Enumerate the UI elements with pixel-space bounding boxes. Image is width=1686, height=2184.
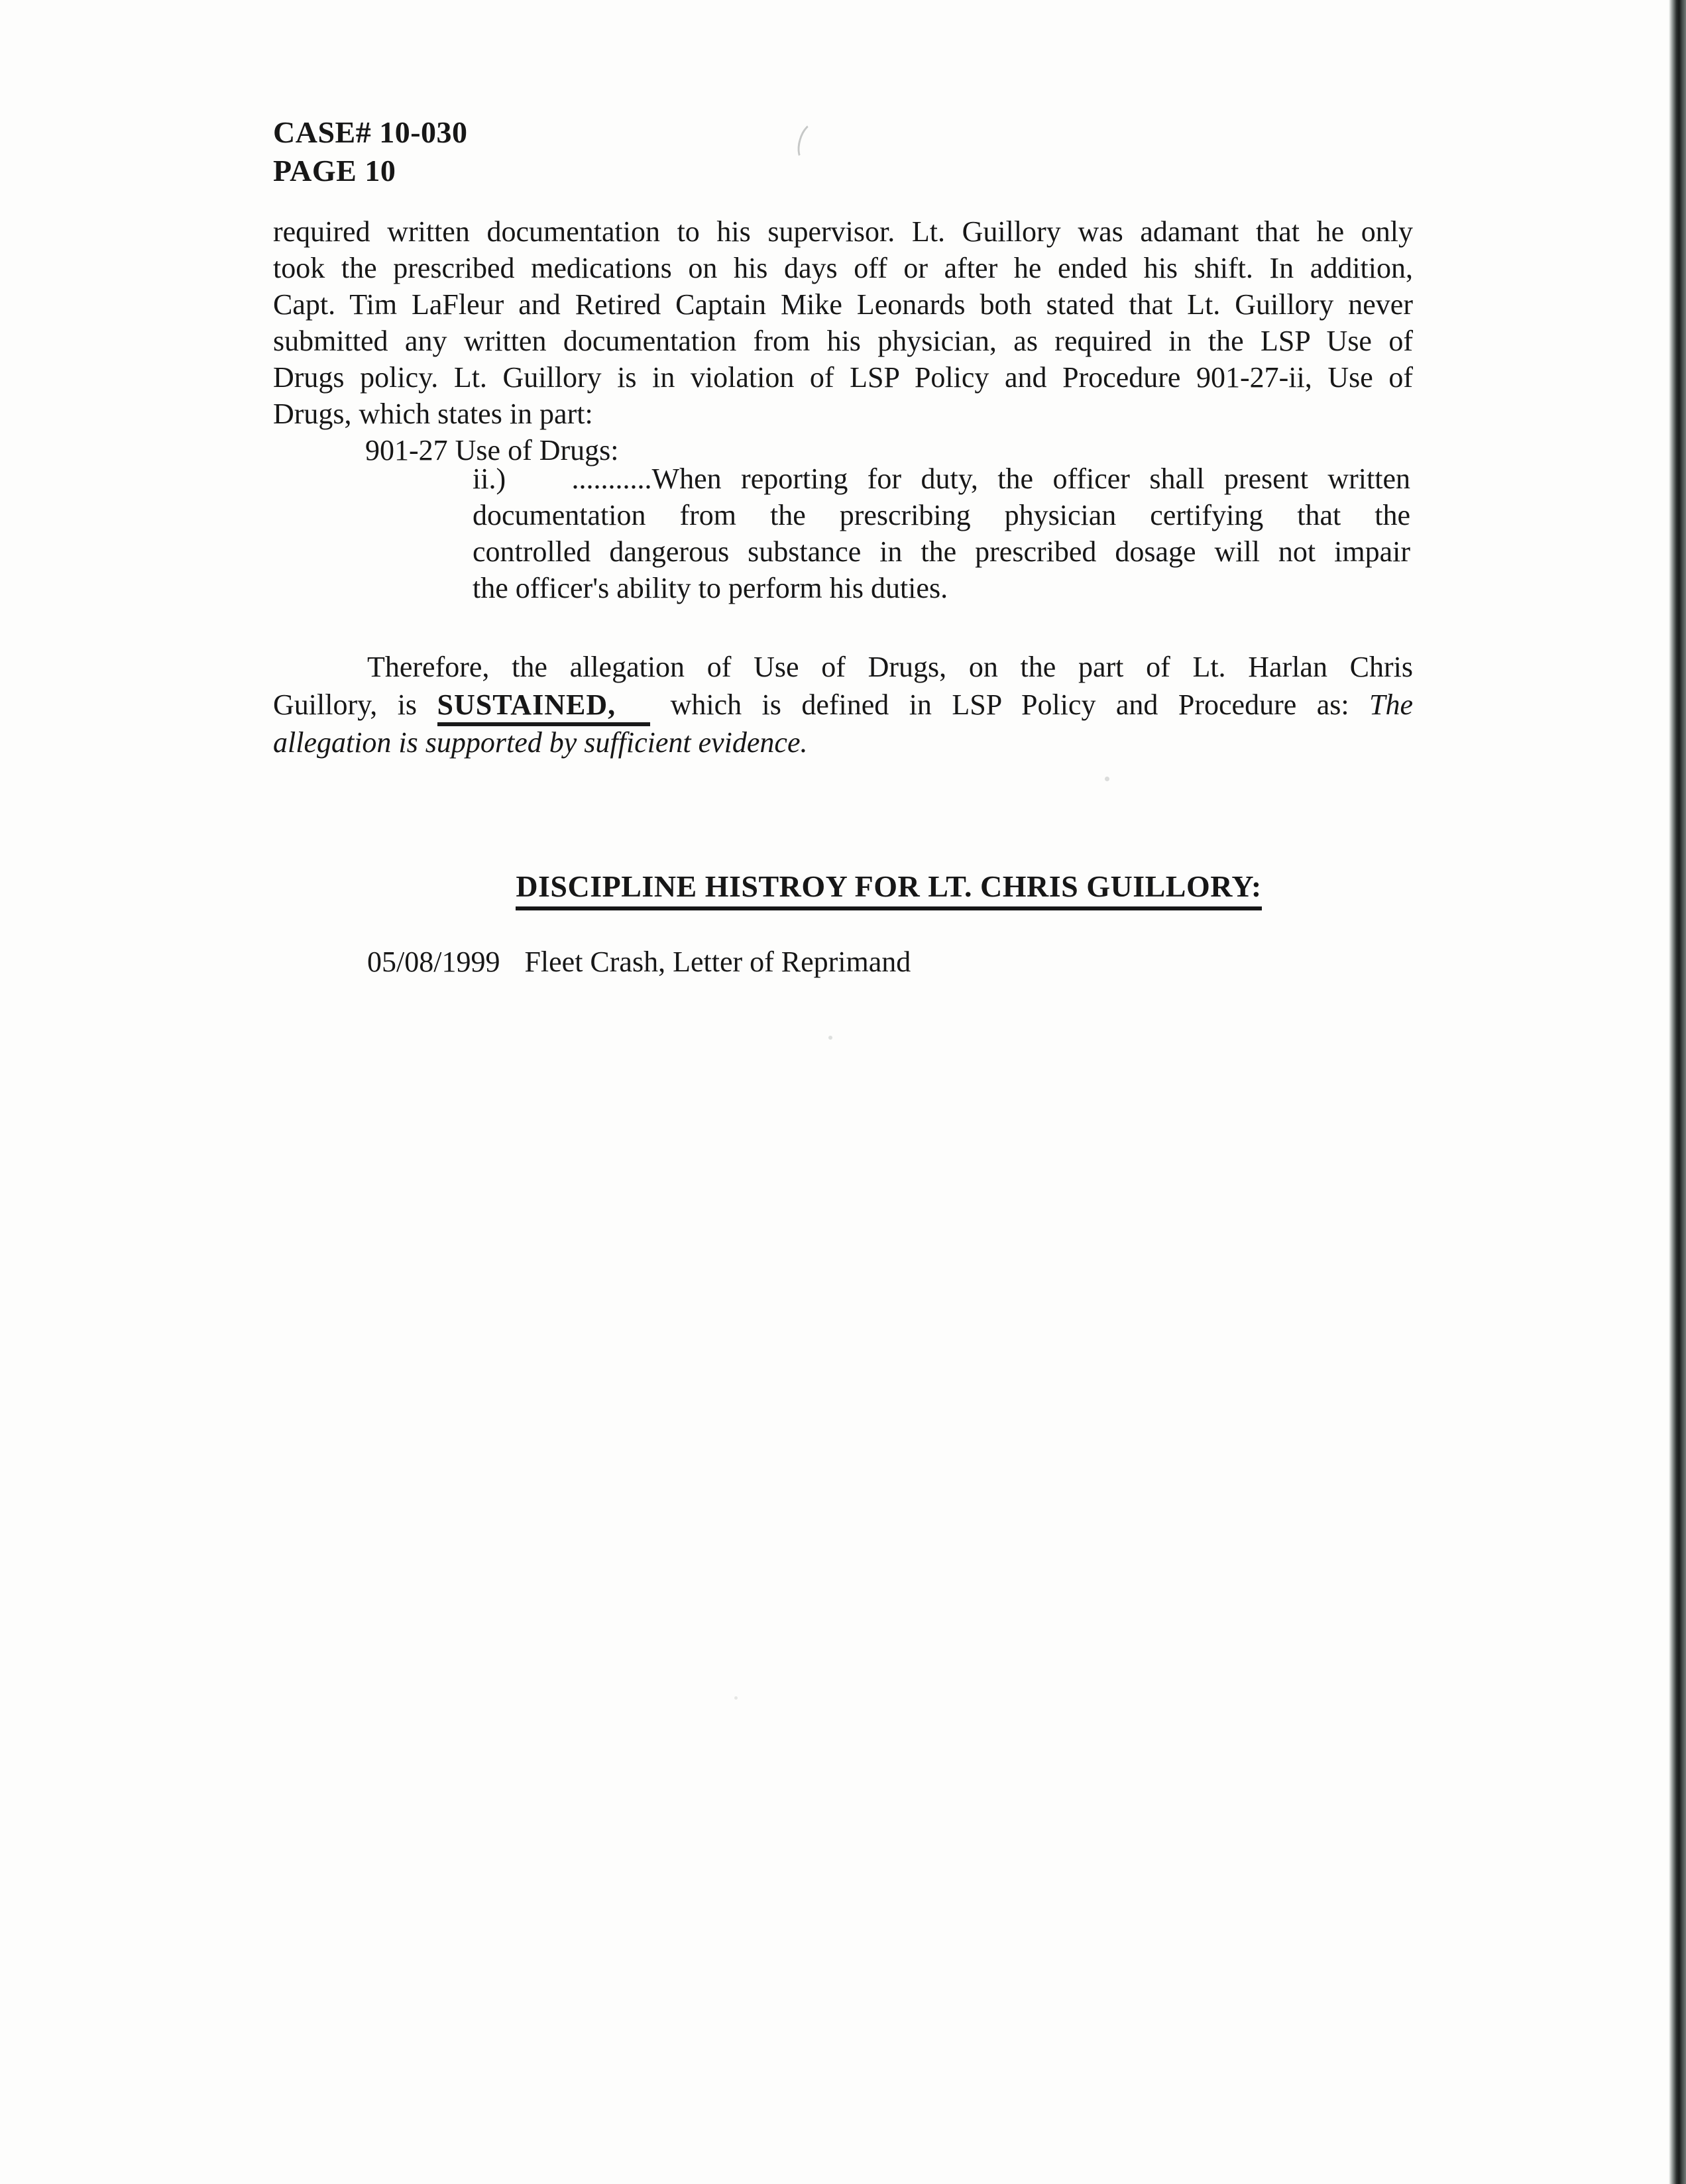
policy-quote-line: the officer's ability to perform his duties. — [473, 572, 948, 604]
page-number: PAGE 10 — [273, 154, 396, 188]
scan-speck — [734, 1696, 738, 1700]
body-paragraph-line: took the prescribed medications on his days off or after he ended his shift. In addition, — [273, 252, 1413, 284]
body-paragraph-line: required written documentation to his supervisor. Lt. Guillory was adamant that he only — [273, 215, 1413, 248]
policy-quote-line: controlled dangerous substance in the prescribed dosage will not impair — [473, 535, 1410, 568]
scan-artifact-right-edge-bar — [1669, 0, 1686, 2184]
sustained-emphasis: SUSTAINED, — [437, 688, 651, 726]
conclusion-text: which is defined in LSP Policy and Procedure as: — [670, 688, 1349, 721]
document-content — [273, 0, 1413, 981]
conclusion-text: Guillory, is — [273, 688, 418, 721]
document-header — [273, 113, 1413, 190]
discipline-history-heading: DISCIPLINE HISTROY FOR LT. CHRIS GUILLORY: — [516, 869, 1261, 910]
policy-section-heading: 901-27 Use of Drugs: — [365, 434, 619, 466]
scan-speck — [828, 1036, 832, 1040]
conclusion-paragraph — [273, 648, 1413, 761]
history-entry-description: Fleet Crash, Letter of Reprimand — [524, 946, 911, 978]
scan-speck — [1105, 777, 1109, 781]
policy-quote-line: documentation from the prescribing physician certifying that the — [473, 499, 1410, 531]
case-number: CASE# 10-030 — [273, 115, 468, 149]
body-paragraph-line: Capt. Tim LaFleur and Retired Captain Mike Leonards both stated that Lt. Guillory never — [273, 288, 1413, 321]
definition-lead-word: The — [1369, 688, 1414, 721]
policy-quote-text: ...........When reporting for duty, the officer shall present written — [571, 463, 1410, 495]
policy-item-label: ii.) — [473, 463, 506, 495]
conclusion-line: Therefore, the allegation of Use of Drugs, on the part of Lt. Harlan Chris — [367, 651, 1413, 683]
body-paragraph-line: submitted any written documentation from his physician, as required in the LSP Use of — [273, 325, 1413, 357]
policy-quote-block — [473, 461, 1410, 606]
history-entry-date: 05/08/1999 — [367, 946, 500, 978]
history-entry — [273, 944, 1413, 981]
conclusion-line — [273, 686, 1413, 724]
definition-text: allegation is supported by sufficient evidence. — [273, 726, 808, 759]
body-paragraph — [273, 213, 1413, 432]
policy-quote-line — [473, 461, 1410, 497]
discipline-history-heading-row — [273, 867, 1413, 906]
body-paragraph-line: Drugs policy. Lt. Guillory is in violation of LSP Policy and Procedure 901-27-ii, Use of — [273, 361, 1413, 394]
body-paragraph-line: Drugs, which states in part: — [273, 398, 593, 430]
